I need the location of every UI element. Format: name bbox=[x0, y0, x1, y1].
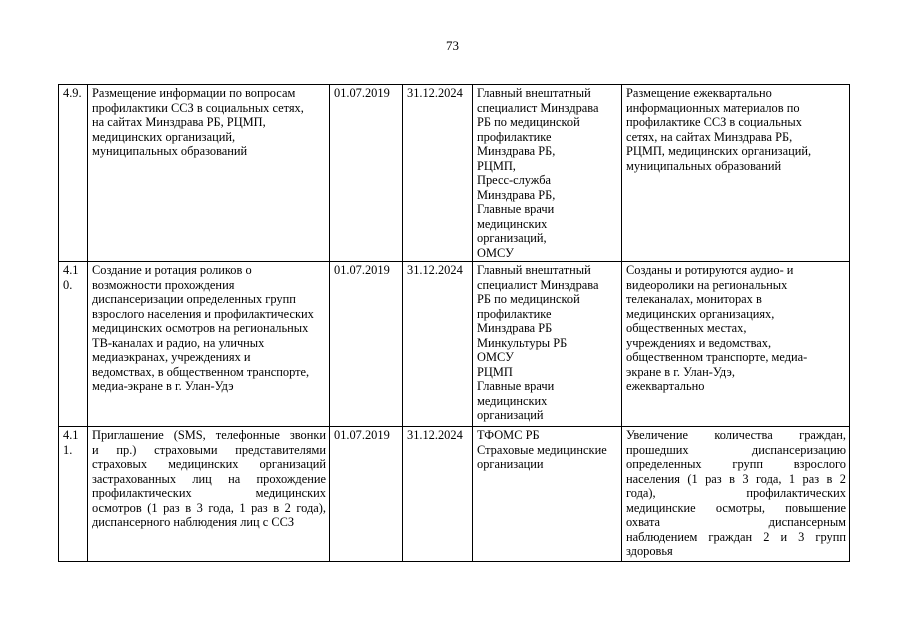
result-line: общественном транспорте, медиа- bbox=[626, 350, 808, 364]
result-line: экране в г. Улан-Удэ, bbox=[626, 364, 735, 379]
action-line: медицинских организаций, bbox=[92, 129, 236, 144]
responsible-line: медицинских bbox=[477, 216, 548, 231]
action-line: возможности прохождения bbox=[92, 277, 235, 292]
action-line: медицинских осмотров на региональных bbox=[92, 321, 309, 335]
responsible-line: Главные врачи bbox=[477, 202, 555, 216]
result-line: наблюдением граждан 2 и 3 групп bbox=[626, 529, 846, 544]
action-cell bbox=[88, 427, 330, 562]
result-line: телеканалах, мониторах в bbox=[626, 292, 762, 306]
result-line: профилактике ССЗ в социальных bbox=[626, 115, 802, 129]
end-date: 31.12.2024 bbox=[403, 427, 473, 562]
responsible-line: РЦМП, bbox=[477, 158, 516, 173]
end-date: 31.12.2024 bbox=[403, 85, 473, 262]
table-row bbox=[59, 262, 850, 427]
action-line: Создание и ротация роликов о bbox=[92, 263, 252, 277]
responsible-cell bbox=[473, 85, 622, 262]
result-line: охвата диспансерным bbox=[626, 515, 846, 529]
action-line: муниципальных образований bbox=[92, 144, 248, 158]
action-line: Приглашение (SMS, телефонные звонки bbox=[92, 428, 326, 442]
result-line: сетях, на сайтах Минздрава РБ, bbox=[626, 129, 793, 144]
result-line: населения (1 раз в 3 года, 1 раз в 2 bbox=[626, 471, 846, 486]
result-cell bbox=[622, 427, 850, 562]
result-line: Созданы и ротируются аудио- и bbox=[626, 263, 794, 277]
responsible-line: организаций bbox=[477, 408, 544, 422]
responsible-line: Минздрава РБ, bbox=[477, 144, 556, 158]
responsible-line: Минздрава РБ bbox=[477, 321, 553, 335]
result-line: ежеквартально bbox=[626, 379, 705, 393]
start-date: 01.07.2019 bbox=[330, 85, 403, 262]
table-row bbox=[59, 427, 850, 562]
result-line: муниципальных образований bbox=[626, 158, 782, 173]
responsible-cell bbox=[473, 427, 622, 562]
responsible-line: ТФОМС РБ bbox=[477, 428, 540, 442]
responsible-line: Минздрава РБ, bbox=[477, 187, 556, 202]
action-line: ТВ-каналах и радио, на уличных bbox=[92, 335, 265, 350]
item-number: 4.11. bbox=[59, 427, 88, 562]
result-line: медицинских организациях, bbox=[626, 306, 775, 321]
item-number: 4.10. bbox=[59, 262, 88, 427]
result-line: прошедших диспансеризацию bbox=[626, 442, 846, 457]
result-line: определенных групп взрослого bbox=[626, 457, 846, 471]
action-line: диспансеризации определенных групп bbox=[92, 292, 296, 306]
end-date: 31.12.2024 bbox=[403, 262, 473, 427]
result-line: года), профилактических bbox=[626, 486, 846, 500]
result-line: Увеличение количества граждан, bbox=[626, 428, 846, 442]
responsible-line: ОМСУ bbox=[477, 350, 514, 364]
responsible-line: медицинских bbox=[477, 393, 548, 408]
result-line: видеоролики на региональных bbox=[626, 277, 788, 292]
result-line: медицинские осмотры, повышение bbox=[626, 500, 846, 515]
responsible-line: специалист Минздрава bbox=[477, 100, 599, 115]
page-number: 73 bbox=[446, 38, 459, 53]
start-date: 01.07.2019 bbox=[330, 262, 403, 427]
action-line: ведомствах, в общественном транспорте, bbox=[92, 364, 310, 379]
action-line: медиаэкранах, учреждениях и bbox=[92, 350, 251, 364]
responsible-line: Главный внештатный bbox=[477, 86, 591, 100]
result-line: информационных материалов по bbox=[626, 100, 800, 115]
responsible-line: организации bbox=[477, 457, 544, 471]
action-line: взрослого населения и профилактических bbox=[92, 306, 314, 321]
responsible-line: профилактике bbox=[477, 129, 552, 144]
action-line: осмотров (1 раз в 3 года, 1 раз в 2 года), bbox=[92, 500, 326, 515]
action-line: Размещение информации по вопросам bbox=[92, 86, 296, 100]
action-cell bbox=[88, 85, 330, 262]
action-line: медиа-экране в г. Улан-Удэ bbox=[92, 379, 234, 393]
responsible-line: Главный внештатный bbox=[477, 263, 591, 277]
item-number: 4.9. bbox=[59, 85, 88, 262]
responsible-line: РБ по медицинской bbox=[477, 115, 580, 129]
responsible-cell bbox=[473, 262, 622, 427]
responsible-line: Пресс-служба bbox=[477, 173, 551, 187]
responsible-line: Главные врачи bbox=[477, 379, 555, 393]
responsible-line: ОМСУ bbox=[477, 245, 514, 260]
action-cell bbox=[88, 262, 330, 427]
action-line: застрахованных лиц на прохождение bbox=[92, 471, 326, 486]
responsible-line: профилактике bbox=[477, 306, 552, 321]
result-line: РЦМП, медицинских организаций, bbox=[626, 144, 812, 158]
result-line: Размещение ежеквартально bbox=[626, 86, 772, 100]
responsible-line: РБ по медицинской bbox=[477, 292, 580, 306]
responsible-line: Страховые медицинские bbox=[477, 442, 607, 457]
result-cell bbox=[622, 85, 850, 262]
result-line: общественных местах, bbox=[626, 321, 747, 335]
responsible-line: специалист Минздрава bbox=[477, 277, 599, 292]
measures-table bbox=[58, 84, 850, 562]
result-line: учреждениях и ведомствах, bbox=[626, 335, 772, 350]
action-line: профилактических медицинских bbox=[92, 486, 326, 500]
action-line: профилактики ССЗ в социальных сетях, bbox=[92, 100, 304, 115]
action-line: диспансерного наблюдения лиц с ССЗ bbox=[92, 515, 295, 529]
start-date: 01.07.2019 bbox=[330, 427, 403, 562]
responsible-line: Минкультуры РБ bbox=[477, 335, 568, 350]
result-cell bbox=[622, 262, 850, 427]
responsible-line: организаций, bbox=[477, 231, 547, 245]
action-line: и пр.) страховыми представителями bbox=[92, 442, 326, 457]
responsible-line: РЦМП bbox=[477, 364, 513, 379]
action-line: на сайтах Минздрава РБ, РЦМП, bbox=[92, 115, 266, 129]
table-row bbox=[59, 85, 850, 262]
result-line: здоровья bbox=[626, 544, 673, 558]
action-line: страховых медицинских организаций bbox=[92, 457, 326, 471]
